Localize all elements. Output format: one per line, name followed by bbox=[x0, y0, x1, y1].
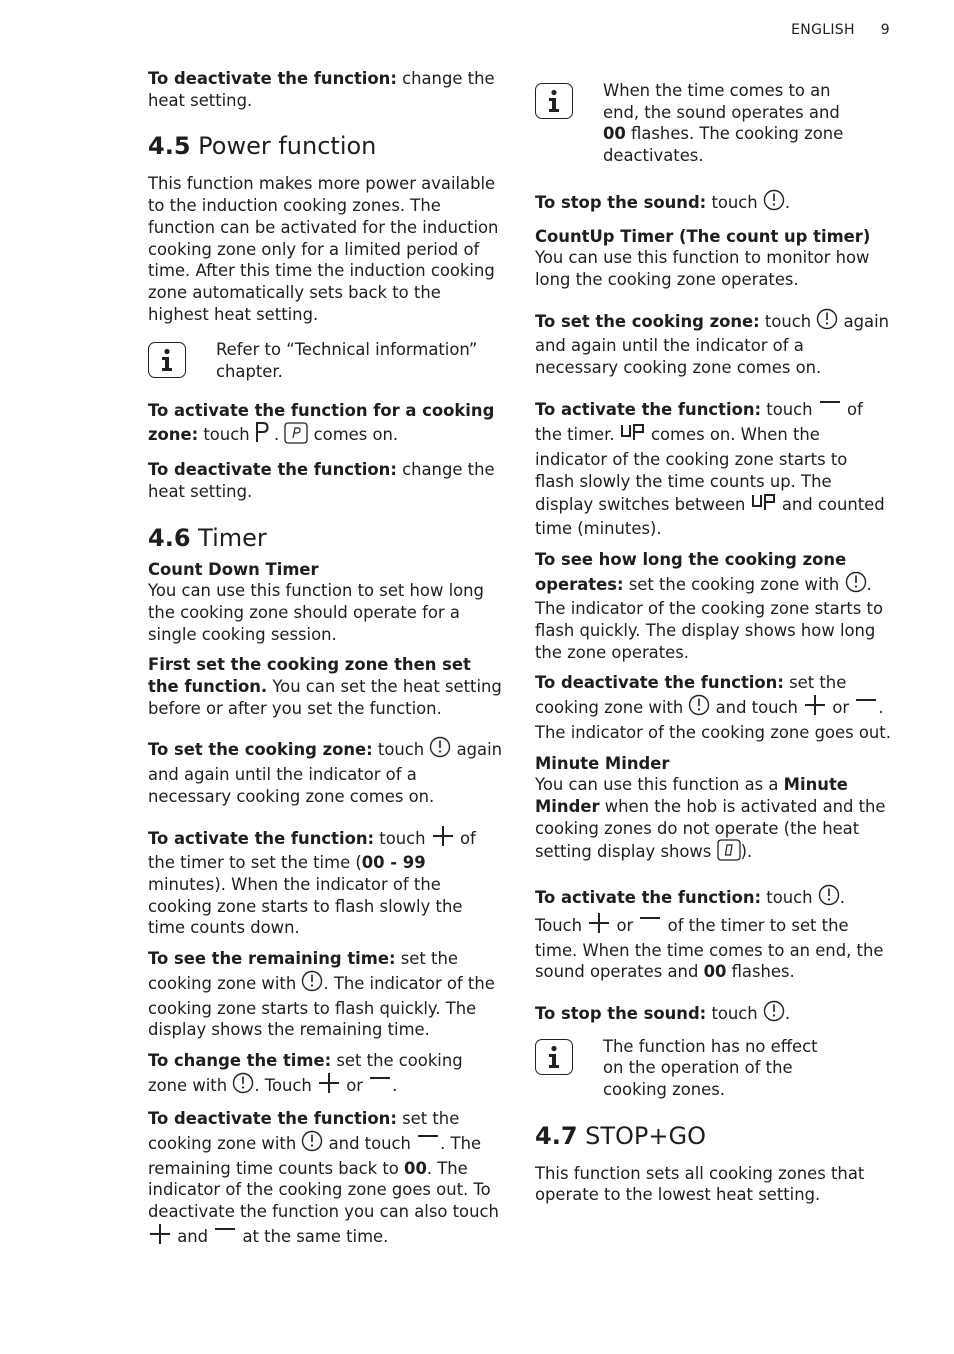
paragraph: To activate the function: touch of the timer. comes on. When the indicator of the cooking zone starts to flash slowly the time counts up. The display switches between and counted time (minutes). bbox=[535, 396, 891, 540]
paragraph: To activate the function: touch of the timer to set the time (00 - 99 minutes). When the indicator of the cooking zone starts to flash slowly the time counts down. bbox=[148, 825, 504, 940]
page-header bbox=[791, 22, 890, 38]
paragraph: To stop the sound: touch . bbox=[535, 189, 891, 217]
section-heading-4-6: 4.6 Timer bbox=[148, 523, 267, 552]
plus-icon bbox=[431, 825, 455, 853]
timer-icon bbox=[818, 884, 840, 912]
paragraph: First set the cooking zone then set the function. You can set the heat setting before or after you set the function. bbox=[148, 655, 502, 718]
timer-icon bbox=[763, 1000, 785, 1028]
paragraph: To see the remaining time: set the cooking zone with . The indicator of the cooking zone starts to flash quickly. The display shows the remaining time. bbox=[148, 949, 495, 1040]
paragraph: To deactivate the function: set the cooking zone with and touch . The remaining time counts back to 00. The indicator of the cooking zone goes out. To deactivate the function you can also touch and at the same time. bbox=[148, 1108, 504, 1250]
paragraph: This function makes more power available to the induction cooking zones. The function can be activated for the induction cooking zone only for a limited period of time. After this time the induction cooking zone automatically sets back to the highest heat setting. bbox=[148, 174, 499, 324]
info-icon bbox=[148, 342, 186, 378]
paragraph: To stop the sound: touch . bbox=[535, 1000, 891, 1028]
minus-icon bbox=[416, 1130, 440, 1158]
note-text: When the time comes to an end, the sound operates and 00 flashes. The cooking zone deactivates. bbox=[603, 81, 844, 166]
info-icon bbox=[535, 1039, 573, 1075]
note-text: The function has no effect on the operation of the cooking zones. bbox=[603, 1036, 818, 1100]
section-heading-4-5: 4.5 Power function bbox=[148, 132, 377, 161]
subheading: Minute Minder bbox=[535, 753, 670, 773]
paragraph: You can use this function to set how long the cooking zone should operate for a single cooking session. bbox=[148, 581, 484, 644]
plus-icon bbox=[317, 1072, 341, 1100]
timer-icon bbox=[816, 308, 838, 336]
minus-icon bbox=[368, 1072, 392, 1100]
subheading: CountUp Timer (The count up timer) bbox=[535, 226, 871, 246]
timer-icon bbox=[232, 1072, 254, 1100]
section-heading-4-7: 4.7 STOP+GO bbox=[535, 1121, 706, 1150]
minus-icon bbox=[213, 1223, 237, 1251]
timer-icon bbox=[688, 694, 710, 722]
timer-icon bbox=[301, 970, 323, 998]
paragraph: This function sets all cooking zones that operate to the lowest heat setting. bbox=[535, 1163, 865, 1205]
left-column bbox=[148, 68, 504, 1251]
plus-icon bbox=[803, 694, 827, 722]
paragraph: You can use this function to monitor how long the cooking zone operates. bbox=[535, 248, 870, 289]
minus-icon bbox=[638, 912, 662, 940]
paragraph: To change the time: set the cooking zone with . Touch or . bbox=[148, 1050, 504, 1099]
language-label: ENGLISH bbox=[791, 22, 855, 38]
timer-icon bbox=[845, 571, 867, 599]
timer-icon bbox=[301, 1130, 323, 1158]
info-icon bbox=[535, 83, 573, 119]
note-text: Refer to “Technical information” chapter. bbox=[216, 340, 478, 382]
plus-icon bbox=[587, 912, 611, 940]
info-note bbox=[148, 339, 504, 382]
power-p-icon bbox=[255, 421, 269, 449]
minus-icon bbox=[854, 694, 878, 722]
paragraph: To see how long the cooking zone operates: set the cooking zone with . The indicator of the cooking zone starts to flash quickly. The display shows how long the zone operates. bbox=[535, 549, 883, 662]
info-note bbox=[535, 80, 891, 167]
hob-display-p-icon bbox=[284, 422, 308, 450]
hob-display-zero-icon bbox=[717, 839, 741, 867]
paragraph: To activate the function: touch . Touch or of the timer to set the time. When the time comes to an end, the sound operates and 00 flashes. bbox=[535, 884, 891, 983]
paragraph: To activate the function for a cooking zone: touch . comes on. bbox=[148, 400, 504, 450]
subheading: Count Down Timer bbox=[148, 559, 319, 579]
minus-icon bbox=[818, 396, 842, 424]
paragraph: To deactivate the function: change the heat setting. bbox=[148, 460, 495, 501]
paragraph: To set the cooking zone: touch again and again until the indicator of a necessary cooking zone comes on. bbox=[148, 736, 504, 807]
up-display-icon bbox=[751, 493, 777, 519]
timer-icon bbox=[429, 736, 451, 764]
page-number: 9 bbox=[880, 22, 890, 38]
paragraph: To deactivate the function: set the cooking zone with and touch or . The indicator of the cooking zone goes out. bbox=[535, 673, 891, 742]
info-note bbox=[535, 1036, 891, 1101]
paragraph: To deactivate the function: change the heat setting. bbox=[148, 69, 495, 110]
paragraph: You can use this function as a Minute Minder when the hob is activated and the cooking zones do not operate (the heat setting display shows ). bbox=[535, 774, 891, 867]
timer-icon bbox=[763, 189, 785, 217]
right-column bbox=[535, 80, 891, 1206]
plus-icon bbox=[148, 1223, 172, 1251]
up-display-icon bbox=[620, 423, 646, 449]
paragraph: To set the cooking zone: touch again and again until the indicator of a necessary cooking zone comes on. bbox=[535, 308, 891, 379]
